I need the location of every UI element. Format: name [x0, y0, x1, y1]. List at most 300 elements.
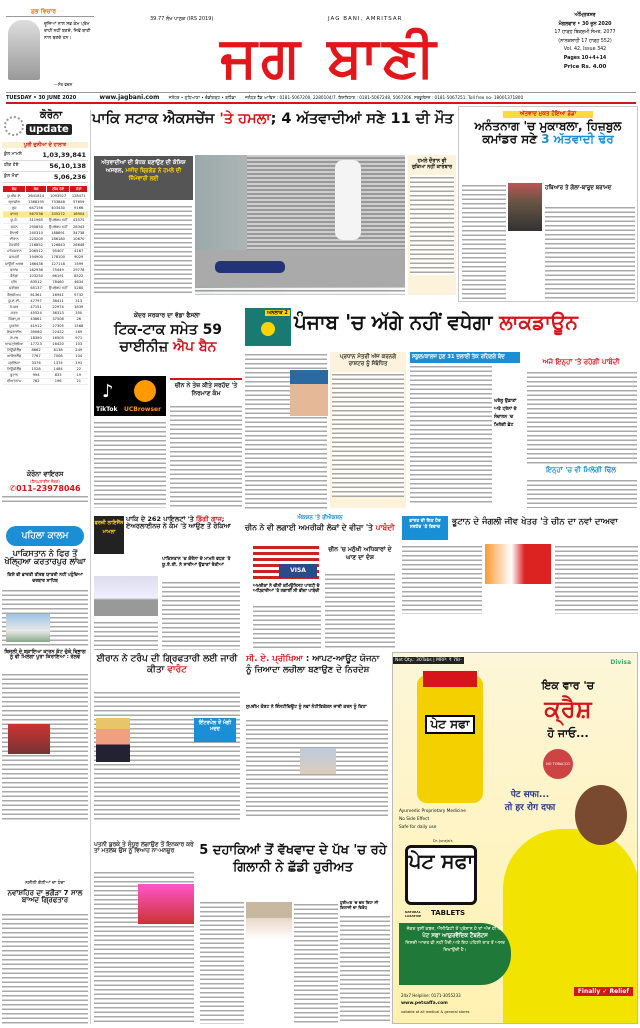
corona-table-cell: ਇਟਲੀ — [3, 230, 26, 236]
relaxations-list — [527, 478, 637, 508]
helpline-box — [2, 470, 88, 510]
corona-table-cell: ਆਸਟ੍ਰੇਲੀਆ — [3, 341, 26, 347]
kartarpur-photo — [6, 614, 50, 642]
corona-total-value: 1,03,39,841 — [42, 151, 86, 159]
nawanshahr-body — [2, 912, 88, 1024]
ad-bottle — [417, 675, 483, 803]
restrictions-list — [527, 370, 637, 464]
anantnag-story — [458, 106, 638, 302]
corona-table-cell: 95407 — [46, 248, 70, 254]
corona-table-cell: 66191 — [46, 273, 70, 279]
tiktok-logo-icon: ♪ — [102, 381, 114, 402]
corona-table-cell: 47151 — [26, 304, 46, 310]
corona-table-cell: 194900 — [26, 254, 46, 260]
anantnag-body-right — [545, 205, 635, 299]
corona-table-cell: ਉਪਲੱਬਧ ਨਹੀਂ — [46, 223, 70, 229]
china-border-body — [170, 404, 242, 508]
corona-update-panel — [2, 110, 88, 470]
date: ਮੰਗਲਵਾਰ • 30 ਜੂਨ 2020 — [558, 21, 612, 27]
corona-table-cell: 169 — [70, 329, 88, 335]
iran-headline-a: ਈਰਾਨ ਨੇ ਟਰੰਪ ਦੀ ਗ੍ਰਿਫਤਾਰੀ ਲਈ ਜਾਰੀ ਕੀਤਾ — [96, 654, 238, 675]
kartarpur-sub: ਕਿਸੇ ਵੀ ਭਾਰਤੀ ਤੀਰਥ ਯਾਤਰੀ ਨਹੀਂ ਪਹੁੰਚਿਆ ਦਰਬਾਰ ਸਾਹਿਬ — [7, 573, 83, 584]
ad-relief-badge: Finally ✓ Relief — [574, 987, 633, 996]
school-closure-title: ਸਕੂਲ/ਕਾਲਜ ਹੁਣ 31 ਜੁਲਾਈ ਤੱਕ ਰਹਿਣਗੇ ਬੰਦ — [410, 352, 520, 363]
corona-table-cell: 1599 — [70, 261, 88, 267]
corona-table-cell: ਰੂਸ — [3, 205, 26, 211]
corona-table-cell: ਭੂਟਾਨ — [3, 372, 26, 378]
railway-headline: ਬਿਜਲੀ ਦੇ ਬਕਾਇਆ ਕਾਰਨ ਕੱਟ ਚੁੱਕੇ ਵਿਭਾਗ ਨੂੰ ਵੀ ਮਿਲੇਗਾ ਪੂਰਾ ਕਿਰਾਇਆ : ਰੇਲਵੇ — [4, 649, 86, 661]
corona-table-cell: 61361 — [26, 292, 46, 298]
corona-table-cell: 127118 — [46, 261, 70, 267]
corona-table-cell: 22422 — [46, 329, 70, 335]
pilots-body-right — [162, 580, 240, 650]
corona-table-cell: ਉਪਲੱਬਧ ਨਹੀਂ — [46, 285, 70, 291]
visa-kicker: ਐਕਸ਼ਨ 'ਤੇ ਰੀਐਕਸ਼ਨ — [297, 515, 343, 521]
corona-table-cell: ਈਰਾਨ — [3, 236, 26, 242]
corona-table-cell: ਭਾਰਤ — [3, 211, 26, 217]
corona-table-row — [3, 378, 88, 384]
corona-table-cell: 27305 — [46, 322, 70, 328]
iran-headline — [94, 654, 240, 676]
ad-no-tobacco-badge: NO TOBACCO — [543, 749, 573, 779]
corona-table-cell: 34738 — [70, 230, 88, 236]
thought-portrait — [8, 20, 40, 80]
gilani-body-mid — [294, 902, 338, 1024]
corona-table-cell: 403430 — [46, 205, 70, 211]
visa-caption: ਅਮਰੀਕਾ ਨੇ ਚੀਨੀ ਕਮਿਊਨਿਸਟ ਪਾਰਟੀ ਦੇ ਅਧਿਕਾਰੀਆਂ 'ਤੇ ਲਗਾਈ ਸੀ ਵੀਜ਼ਾ ਪਾਬੰਦੀ — [253, 584, 320, 594]
ad-natural: NATURAL LAXATIVE — [405, 910, 422, 918]
corona-table-cell: ਯੂ.ਕੇ. — [3, 217, 26, 223]
anantnag-kicker: ਅੱਤਵਾਦ ਮੁਕਤ ਹੋਇਆ ਡੋਡਾ — [503, 111, 593, 118]
corona-table-cell: 10670 — [70, 236, 88, 242]
ad-helpline: 24x7 Helpline: 0171-3055233 — [401, 993, 461, 998]
thought-author: —ਸੰਤ ਵਚਨ — [54, 82, 73, 87]
supreme-court-photo — [300, 748, 336, 774]
nawanshahr-kicker: ਨਸ਼ੀਲੀ ਗੋਲੀਆਂ ਦਾ ਧੰਦਾ — [25, 881, 65, 886]
ad-brand: Divisa — [610, 659, 631, 666]
corona-table-cell: 196 — [46, 378, 70, 384]
corona-table-cell: 225205 — [26, 236, 46, 242]
railway-photo — [8, 724, 50, 754]
corona-table-cell: 126843 — [46, 242, 70, 248]
corona-table-cell: 41912 — [26, 322, 46, 328]
corona-table-cell: 971 — [70, 335, 88, 341]
corona-table-cell: 26648 — [70, 242, 88, 248]
lead-photo-figure — [335, 160, 361, 240]
corona-table-cell: 178100 — [46, 254, 70, 260]
gilani-body-right — [340, 914, 390, 1024]
corona-table-cell: ਸਪੇਨ — [3, 223, 26, 229]
tiktok-kicker: ਕੇਂਦਰ ਸਰਕਾਰ ਦਾ ਵੱਡਾ ਫੈਸਲਾ — [133, 312, 201, 319]
corona-table-cell: ਉਪਲੱਬਧ ਨਹੀਂ — [46, 217, 70, 223]
gilani-sub: ਹੁਰੀਅਤ 'ਚ ਚਲ ਰਿਹਾ ਸੀ ਗਿਲਾਨੀ ਦਾ ਵਿਰੋਧ — [340, 900, 379, 910]
ad-hindi-2: तो हर रोग दफा — [504, 803, 556, 813]
world-status-heading: ਪੂਰੀ ਦੁਨੀਆ ਦੇ ਹਾਲਾਤ — [2, 142, 88, 148]
anantnag-headline-b: 3 ਅੱਤਵਾਦੀ ਢੇਰ — [541, 131, 614, 146]
lead-headline — [92, 112, 454, 127]
corona-total-label: ਕੁੱਲ ਮੌਤਾਂ — [4, 174, 19, 179]
corona-table-cell: 762 — [26, 378, 46, 384]
lead-body — [94, 204, 192, 296]
corona-table-cell: 47797 — [26, 298, 46, 304]
corona-table-cell: ਆਇਰਲੈਂਡ — [3, 353, 26, 359]
thought-text: ਦੂਜਿਆਂ ਨਾਲ ਸਭ ਕੰਮ ਪ੍ਰੇਮ ਰਾਹੀਂ ਨਹੀਂ ਬਣਦੇ, ਜਿਵੇਂ ਬਾਣੀ ਨਾਲ ਬਣਦੇ ਹਨ। — [44, 22, 91, 41]
corona-table-cell: 162936 — [26, 267, 46, 273]
corona-column-header: ਦੇਸ਼ — [3, 186, 26, 193]
nawanshahr-headline: ਨਵਾਂਸ਼ਹਿਰ ਦਾ ਭਗੌੜਾ 7 ਸਾਲ ਬਾਅਦ ਗ੍ਰਿਫਤਾਰ — [7, 889, 83, 905]
bhutan-headline: ਭੂਟਾਨ ਦੇ ਜੰਗਲੀ ਜੀਵ ਖੇਤਰ 'ਤੇ ਚੀਨ ਦਾ ਨਵਾਂ ਦਾਅਵਾ — [452, 517, 618, 527]
issue-info — [535, 12, 635, 72]
corona-table-cell: 567536 — [26, 211, 46, 217]
lockdown-headline-b: ਲਾਕਡਾਊਨ — [499, 310, 578, 334]
corona-table-cell: ਮਿਸਰ — [3, 304, 26, 310]
india-china-flags-photo — [485, 544, 551, 584]
ad-bullet: Ayurvedic Proprietary Medicine — [399, 809, 466, 814]
helpline-note — [2, 494, 88, 502]
lead-headline-c: ; 4 ਅੱਤਵਾਦੀਆਂ ਸਣੇ 11 ਦੀ ਮੌਤ — [270, 111, 454, 127]
ca-exam-headline-b: : ਆਪਟ-ਆਊਟ ਯੋਜਨਾ ਨੂੰ ਜ਼ਿਆਦਾ ਲਚੀਲਾ ਬਣਾਉਣ ਦੇ ਨਿਰਦੇਸ਼ — [246, 654, 380, 675]
corona-table-cell: 65137 — [26, 285, 46, 291]
gilani-photo — [246, 902, 292, 956]
bhutan-body-left — [402, 544, 482, 614]
ad-bottle-label: ਪੇਟ ਸਫਾ — [425, 715, 475, 734]
ad-logo: ਪੇਟ ਸਫਾ — [405, 845, 477, 905]
corona-table-cell: 1093927 — [46, 193, 70, 199]
corona-table-cell: 21 — [70, 378, 88, 384]
corona-table-cell: 43661 — [26, 316, 46, 322]
corona-table-cell: 1368195 — [26, 199, 46, 205]
corona-table-cell: ਨਿਊਜ਼ੀਲੈਂਡ — [3, 347, 26, 353]
bhutan-body-right — [555, 544, 638, 614]
corona-table-cell: 1528 — [26, 366, 46, 372]
helpline-title: ਕੋਰੋਨਾ ਵਾਇਰਸ — [26, 470, 64, 478]
corona-table-cell: 8138 — [46, 347, 70, 353]
human-rights-title: ਚੀਨ 'ਚ ਮਨੁੱਖੀ ਅਧਿਕਾਰਾਂ ਦੇ ਘਾਣ ਦਾ ਦੋਸ਼ — [328, 546, 392, 561]
lockdown-headline-a: ਪੰਜਾਬ 'ਚ ਅੱਗੇ ਨਹੀਂ ਵਧੇਗਾ — [294, 310, 500, 334]
corona-total-label: ਠੀਕ ਹੋਏ — [4, 163, 19, 168]
corona-table-cell: 26 — [70, 316, 88, 322]
corona-table-cell: ਸਾਊਦੀ ਅਰਬ — [3, 261, 26, 267]
corona-table-cell: 249 — [70, 347, 88, 353]
corona-table-cell: 216852 — [26, 242, 46, 248]
pilots-subhead: ਪਾਕਿਸਤਾਨ 'ਚ ਕੋਰੋਨਾ ਦੇ ਮਾਮਲੇ ਵਧਣ 'ਤੇ ਯੂ.ਏ.ਈ. ਨੇ ਸਾਰੀਆਂ ਉਡਾਣਾਂ ਰੋਕੀਆਂ — [162, 557, 231, 568]
pilots-body-left — [94, 620, 158, 650]
pilots-headline-b: ਡਿੱਗੀ ਗਾਜ — [196, 515, 222, 523]
pia-plane-photo — [94, 576, 158, 616]
corona-table-cell: ਚੀਨ — [3, 279, 26, 285]
school-closure-body — [410, 364, 492, 504]
corona-table-cell: 75449 — [46, 267, 70, 273]
corona-table-cell: 8522 — [70, 273, 88, 279]
corona-table-cell: 36411 — [46, 298, 70, 304]
lead-kicker — [94, 156, 193, 200]
corona-table-cell: 9166 — [70, 205, 88, 211]
tiktok-body — [94, 420, 166, 508]
pm-address-body — [332, 372, 404, 497]
volume: Vol. 42, Issue 342 — [563, 47, 607, 52]
corona-table-cell: 313 — [70, 298, 88, 304]
corona-table-cell: 22 — [70, 366, 88, 372]
corona-total-row — [2, 161, 88, 172]
corona-total-row — [2, 172, 88, 183]
corona-total-value: 5,06,236 — [53, 173, 86, 181]
corona-table-cell: 104 — [70, 353, 88, 359]
thought-title: ਸ਼ੁਭ ਵਿਚਾਰ — [6, 8, 94, 17]
city: ਅੰਮ੍ਰਿਤਸਰ — [574, 13, 596, 18]
corona-table-cell: 36313 — [46, 310, 70, 316]
ca-exam-headline-a: ਸੀ. ਏ. ਪ੍ਰੀਖਿਆ — [246, 654, 303, 664]
ad-green-1: ਜੇਕਰ ਤੁਸੀਂ ਕਬਜ਼, ਐਸੀਡਿਟੀ ਤੋਂ ਪ੍ਰੇਸ਼ਾਨ ਹੋ ਤਾਂ ਅੱਜ ਹੀ ਲਵੋ — [406, 927, 504, 932]
corona-table-cell: ਯੂਕਰੇਨ — [3, 322, 26, 328]
ad-tagline-3: ਹੋ ਜਾਓ... — [547, 727, 589, 740]
phone-icon: ✆ — [9, 484, 17, 493]
visa-headline — [245, 524, 397, 532]
wedding-photo — [138, 884, 194, 924]
lead-sidebar — [408, 155, 456, 295]
corona-table-cell: 5280 — [70, 285, 88, 291]
corona-table-cell: 28343 — [70, 223, 88, 229]
ad-bullet: Safe for daily use — [399, 825, 437, 830]
restrictions-title: ਅਜੇ ਇਨ੍ਹਾਂ 'ਤੇ ਰਹੇਗੀ ਪਾਬੰਦੀ — [542, 358, 620, 366]
visa-body — [253, 604, 321, 650]
corona-table-cell: ਸ਼੍ਰੀਲੰਕਾ — [3, 360, 26, 366]
circulation: 39.77 ਲੱਖ ਪਾਠਕ (IRS 2019) — [150, 16, 214, 22]
column-divider — [90, 110, 91, 1024]
corona-table-cell: 186180 — [46, 236, 70, 242]
corona-table-cell: ਬ੍ਰਾਜ਼ੀਲ — [3, 199, 26, 205]
corona-table-cell: 78460 — [46, 279, 70, 285]
tiktok-headline-a: ਟਿਕ-ਟਾਕ ਸਮੇਤ 59 ਚਾਈਨੀਜ਼ — [113, 322, 223, 355]
pilots-headline-c: ; ਏਅਰਲਾਈਨਜ਼ ਨੇ ਕੰਮ 'ਤੇ ਆਉਣ ਤੋਂ ਰੋਕਿਆ — [126, 515, 231, 530]
samvat: 17 ਹਾੜ੍ਹ ਬਿਕ੍ਰਮੀ ਸੰਮਤ, 2077 — [554, 30, 616, 35]
corona-table-cell: ਯੂ.ਏ.ਈ. — [3, 298, 26, 304]
ad-website[interactable]: www.petsaffa.com — [401, 1001, 448, 1006]
corona-table-cell: 186436 — [26, 261, 46, 267]
corona-table-cell: 45524 — [26, 310, 46, 316]
corona-table-cell: 9029 — [70, 254, 88, 260]
corona-table-cell: 7767 — [26, 353, 46, 359]
ad-bottle-cap — [423, 671, 477, 687]
corona-table-cell: ਵੀਅਤਨਾਮ — [3, 378, 26, 384]
anantnag-photo — [508, 183, 542, 231]
corona-table-cell: 57659 — [70, 199, 88, 205]
kartarpur-headline: ਪਾਕਿਸਤਾਨ ਨੇ ਫਿਰ ਤੋਂ ਖੋਲ੍ਹਿਆ ਕਰਤਾਰਪੁਰ ਲਾਂਘਾ — [4, 549, 86, 567]
lock-icon — [261, 322, 275, 336]
corona-total-label: ਕੁੱਲ ਮਾਮਲੇ — [4, 152, 22, 157]
tiktok-logo-text: TikTok — [96, 406, 118, 413]
tiktok-headline — [92, 322, 244, 356]
tiktok-headline-b: ਐਪ ਬੈਨ — [173, 339, 217, 355]
lead-photo-caption — [195, 288, 405, 295]
ad-bullet: No Side Effect — [399, 817, 430, 822]
ad-net-qty: Net Qty.: 30Tabs | MRP: ₹ 78/- — [395, 658, 462, 663]
ca-exam-sub: ਸੁਪਰੀਮ ਕੋਰਟ ਨੇ ਇੰਸਟੀਚਿਊਟ ਨੂੰ ਨਵਾਂ ਨੋਟੀਫਿਕੇਸ਼ਨ ਜਾਰੀ ਕਰਨ ਨੂੰ ਕਿਹਾ — [246, 705, 367, 710]
corona-table-cell: 43575 — [70, 217, 88, 223]
corona-table-cell: 3376 — [26, 360, 46, 366]
corona-table-cell: 16904 — [70, 211, 88, 217]
website-link[interactable]: www.jagbani.com — [99, 94, 160, 101]
price: Price Rs. 4.00 — [563, 64, 607, 70]
corona-table-cell: ਕੈਨੇਡਾ — [3, 273, 26, 279]
corona-table-cell: 37508 — [46, 316, 70, 322]
patni-headline: ਪਤਨੀ ਬੁਰਕੇ ਤੇ ਸੰਧੂਰ ਲਗਾਉਣ ਤੋਂ ਇਨਕਾਰ ਕਰੇ ਤਾਂ ਮਤਲਬ ਉਸ ਨੂੰ ਵਿਆਹ ਨਾ-ਮਨਜ਼ੂਰ — [94, 842, 194, 855]
corona-table-cell: ਸਿੰਗਾਪੁਰ — [3, 316, 26, 322]
corona-totals — [2, 150, 88, 183]
gilani-headline: 5 ਦਹਾਕਿਆਂ ਤੋਂ ਵੱਖਵਾਦ ਦੇ ਪੱਖ 'ਚ ਰਹੇ ਗਿਲਾਨੀ ਨੇ ਛੱਡੀ ਹੁਰੀਅਤ — [199, 843, 387, 875]
gilani-body-left — [200, 900, 244, 1024]
corona-table-cell: 240310 — [26, 230, 46, 236]
corona-total-value: 56,10,138 — [49, 162, 86, 170]
visa-photo — [253, 546, 319, 580]
corona-table-cell: ਯੂ.ਐੱਸ.ਏ. — [3, 193, 26, 199]
first-column-banner: ਪਹਿਲਾ ਕਾਲਮ — [6, 526, 84, 546]
lockdown-headline — [294, 312, 640, 333]
corona-table-cell: 833 — [46, 372, 70, 378]
corona-table-cell: 39060 — [26, 329, 46, 335]
corona-table-cell: 17723 — [26, 341, 46, 347]
corona-table-cell: ਬੈਲਜੀਅਮ — [3, 292, 26, 298]
ad-tablets: TABLETS — [431, 909, 466, 917]
dateline-day: TUESDAY • 30 JUNE 2020 — [6, 95, 77, 101]
corona-table-cell: 994 — [26, 372, 46, 378]
lead-sidebar-title: ਹਮਲੇ ਦੌਰਾਨ ਵੀ ਰੁਕਿਆ ਨਹੀਂ ਕਾਰੋਬਾਰ — [411, 158, 453, 170]
lead-sidebar-body — [410, 175, 454, 275]
ad-bullets — [399, 808, 466, 832]
corona-table-cell: 1484 — [46, 366, 70, 372]
pilots-headline — [126, 516, 241, 530]
corona-table-cell: ਇਜ਼ਰਾਈਲ — [3, 329, 26, 335]
corona-table-cell: ਸਵੀਡਨ — [3, 285, 26, 291]
corona-table-cell: 2641814 — [26, 193, 46, 199]
dateline-phones: ਜਲੰਧਰ ਹੈੱਡ ਆਫਿਸ : 0181-5067200, 2280104/7. ਇਸ਼ਤਿਹਾਰ : 0181-5067248, 5067206. ਸਰਕੂਲੇਸ਼ਨ : 0181-5067251. Toll free no- 18001371800 — [245, 95, 524, 100]
interpol-box: ਇੰਟਰਪੋਲ ਤੋਂ ਮੰਗੀ ਮਦਦ — [194, 718, 236, 742]
corona-table-cell: 4167 — [70, 248, 88, 254]
nanakshahi: (ਨਾਨਕਸ਼ਾਹੀ 17 ਹਾੜ੍ਹ 552) — [558, 38, 612, 44]
china-border-title: ਚੀਨ ਨੇ ਤੇਜ਼ ਕੀਤੇ ਸਰਹੱਦ 'ਤੇ ਨਿਰਮਾਣ ਕੰਮ — [170, 378, 242, 398]
dateline-cities: ਜਲੰਧਰ • ਲੁਧਿਆਣਾ • ਚੰਡੀਗੜ੍ਹ • ਬਠਿੰਡਾ — [168, 95, 236, 100]
corona-table-cell: ਜਰਮਨੀ — [3, 254, 26, 260]
pilots-headline-a: ਪਾਕਿ ਦੇ 262 ਪਾਇਲਟਾਂ 'ਤੇ — [126, 515, 197, 523]
corona-table-cell: 647156 — [26, 205, 46, 211]
pet-saffa-ad[interactable] — [392, 652, 638, 1024]
corona-table-cell: 335272 — [46, 211, 70, 217]
iran-headline-b: ਵਾਰੰਟ — [167, 665, 187, 675]
corona-table-cell: 191 — [70, 360, 88, 366]
corona-table-cell: 4634 — [70, 279, 88, 285]
corona-table-cell: ਪਾਕਿਸਤਾਨ — [3, 248, 26, 254]
corona-table-cell: 188891 — [46, 230, 70, 236]
corona-country-table — [2, 185, 88, 385]
lead-kicker-a: ਅੱਤਵਾਦੀਆਂ ਦੀ ਬੰਧਕ ਬਣਾਉਣ ਦੀ ਕੋਸ਼ਿਸ਼ ਅਸਫਲ, — [101, 160, 186, 174]
corona-table-cell: 350 — [70, 310, 88, 316]
corona-table-cell: 16941 — [46, 292, 70, 298]
visa-photo-card: VISA — [279, 564, 317, 578]
lead-photo-body — [215, 261, 285, 273]
anantnag-subhead: ਹਥਿਆਰ ਤੇ ਗੋਲਾ-ਬਾਰੂਦ ਬਰਾਮਦ — [545, 185, 612, 191]
human-rights-body — [325, 572, 395, 650]
corona-table-cell: 295850 — [26, 223, 46, 229]
ucbrowser-logo-text: UCBrowser — [124, 406, 162, 413]
ad-person-head — [575, 785, 627, 845]
corona-table-cell: 9732 — [70, 292, 88, 298]
corona-table-cell: 1839 — [70, 304, 88, 310]
corona-table-cell: 128471 — [71, 193, 86, 198]
masthead-logo: ਜਗ ਬਾਣੀ — [220, 25, 440, 90]
ucbrowser-logo-icon — [134, 380, 156, 402]
corona-table-cell: 83512 — [26, 279, 46, 285]
corona-column-header: ਕੇਸ — [26, 186, 46, 193]
corona-table-cell: ਨੇਪਾਲ — [3, 335, 26, 341]
pm-address-box — [330, 352, 406, 508]
unlock2-badge: ਅਨਲਾਕ 2 — [267, 310, 288, 316]
lead-headline-b: 'ਤੇ ਹਮਲਾ — [219, 111, 271, 127]
lead-headline-a: ਪਾਕਿ ਸਟਾਕ ਐਕਸਚੇਂਜ — [92, 111, 220, 127]
ad-logo-small: Dr. Juneja's — [433, 839, 453, 843]
corona-table-cell: 103250 — [26, 273, 46, 279]
virus-icon — [4, 116, 24, 136]
corona-total-row — [2, 150, 88, 161]
corona-table-cell: 18390 — [26, 335, 46, 341]
corona-table-cell: 1374 — [46, 360, 70, 366]
corona-subtitle: update — [26, 124, 72, 135]
corona-table-cell: 311965 — [26, 217, 46, 223]
anantnag-headline-a: ਅਨੰਤਨਾਗ 'ਚ ਮੁਕਾਬਲਾ, ਹਿਜ਼ਬੁਲ ਕਮਾਂਡਰ ਸਣੇ — [474, 119, 622, 146]
corona-table-cell: 7008 — [46, 353, 70, 359]
amarinder-photo — [290, 370, 328, 416]
corona-table-cell: 103 — [70, 341, 88, 347]
corona-table-cell: 16420 — [46, 341, 70, 347]
ad-hindi-1: पेट सफा... — [510, 790, 550, 800]
pm-address-title: ਪ੍ਰਧਾਨ ਮੰਤਰੀ ਅੱਜ ਕਰਨਗੇ ਰਾਸ਼ਟਰ ਨੂੰ ਸੰਬੋਧਿਤ — [339, 354, 397, 367]
corona-column-header: ਠੀਕ ਹੋਏ — [46, 186, 70, 193]
lead-photo-shutter — [247, 155, 405, 250]
helpline-number — [2, 484, 88, 493]
corona-table-cell: 206512 — [26, 248, 46, 254]
corona-table-cell: ਕਤਰ — [3, 310, 26, 316]
dateline-bar — [6, 92, 636, 104]
visa-headline-b: ਪਾਬੰਦੀ — [375, 523, 395, 532]
tiktok-ucbrowser-logos — [94, 376, 166, 416]
corona-table-cell: 733848 — [46, 199, 70, 205]
corona-table-cell: 1568 — [70, 322, 88, 328]
anantnag-headline — [459, 118, 637, 147]
corona-title: ਕੋਰੋਨਾ — [40, 110, 63, 121]
pilots-kicker: ਫਰਜ਼ੀ ਲਾਇਸੈਂਸ ਮਾਮਲਾ — [94, 516, 124, 554]
corona-table-cell: ਨਿਊਜ਼ੀਲੈਂਡ — [3, 366, 26, 372]
corona-table-cell: 8862 — [26, 347, 46, 353]
relaxations-title: ਇਨ੍ਹਾਂ 'ਚ ਵੀ ਮਿਲੇਗੀ ਢਿੱਲ — [546, 466, 616, 474]
ca-exam-headline — [246, 654, 386, 676]
anantnag-body-left — [462, 183, 506, 299]
visa-headline-a: ਚੀਨ ਨੇ ਵੀ ਲਗਾਈ ਅਮਰੀਕੀ ਲੋਕਾਂ ਦੇ ਵੀਜ਼ਾ 'ਤੇ — [245, 523, 376, 532]
corona-table-header — [3, 186, 88, 193]
ad-green-3: ਜਿਸਦੀ ਆਦਤ ਵੀ ਨਹੀਂ ਪੈਂਦੀ,ਅਤੇ ਇਹ ਪਹਿਲੀ ਰਾਤ ਤੋਂ ਅਸਰ ਦਿਖਾਉਂਦੀ ਹੈ। — [405, 941, 505, 953]
ad-tagline-2: ਕ੍ਰੈਸ਼ — [544, 695, 592, 723]
lead-photo — [195, 155, 405, 295]
thought-box — [6, 8, 94, 92]
corona-table-cell: 29778 — [70, 267, 88, 273]
corona-table-cell: ਫਰਾਂਸ — [3, 267, 26, 273]
corona-table-cell: 16505 — [46, 335, 70, 341]
corona-table-cell: 22974 — [46, 304, 70, 310]
unlock2-graphic — [245, 308, 291, 346]
pages: Pages 10+4+14 — [563, 55, 607, 61]
lead-kicker-b: ਮਜੀਦ ਬ੍ਰਿਗੇਡ ਨੇ ਹਮਲੇ ਦੀ ਜ਼ਿੰਮੇਵਾਰੀ ਲਈ — [125, 168, 182, 182]
edition: JAG BANI, AMRITSAR — [328, 16, 403, 22]
flight-note: ਘਰੇਲੂ ਉਡਾਣਾਂ ਅਤੇ ਟ੍ਰੇਨਾਂ ਦੇ ਸੰਚਾਲਨ 'ਚ ਮਿਲੇਗੀ ਛੋਟ — [494, 399, 517, 428]
bhutan-kicker: ਭਾਰਤ ਦੀ ਇਕ ਹੋਰ ਸਰਹੱਦ 'ਤੇ ਵਿਵਾਦ — [402, 516, 448, 540]
ad-availability: vailable at all medical & general stores — [401, 1010, 470, 1014]
